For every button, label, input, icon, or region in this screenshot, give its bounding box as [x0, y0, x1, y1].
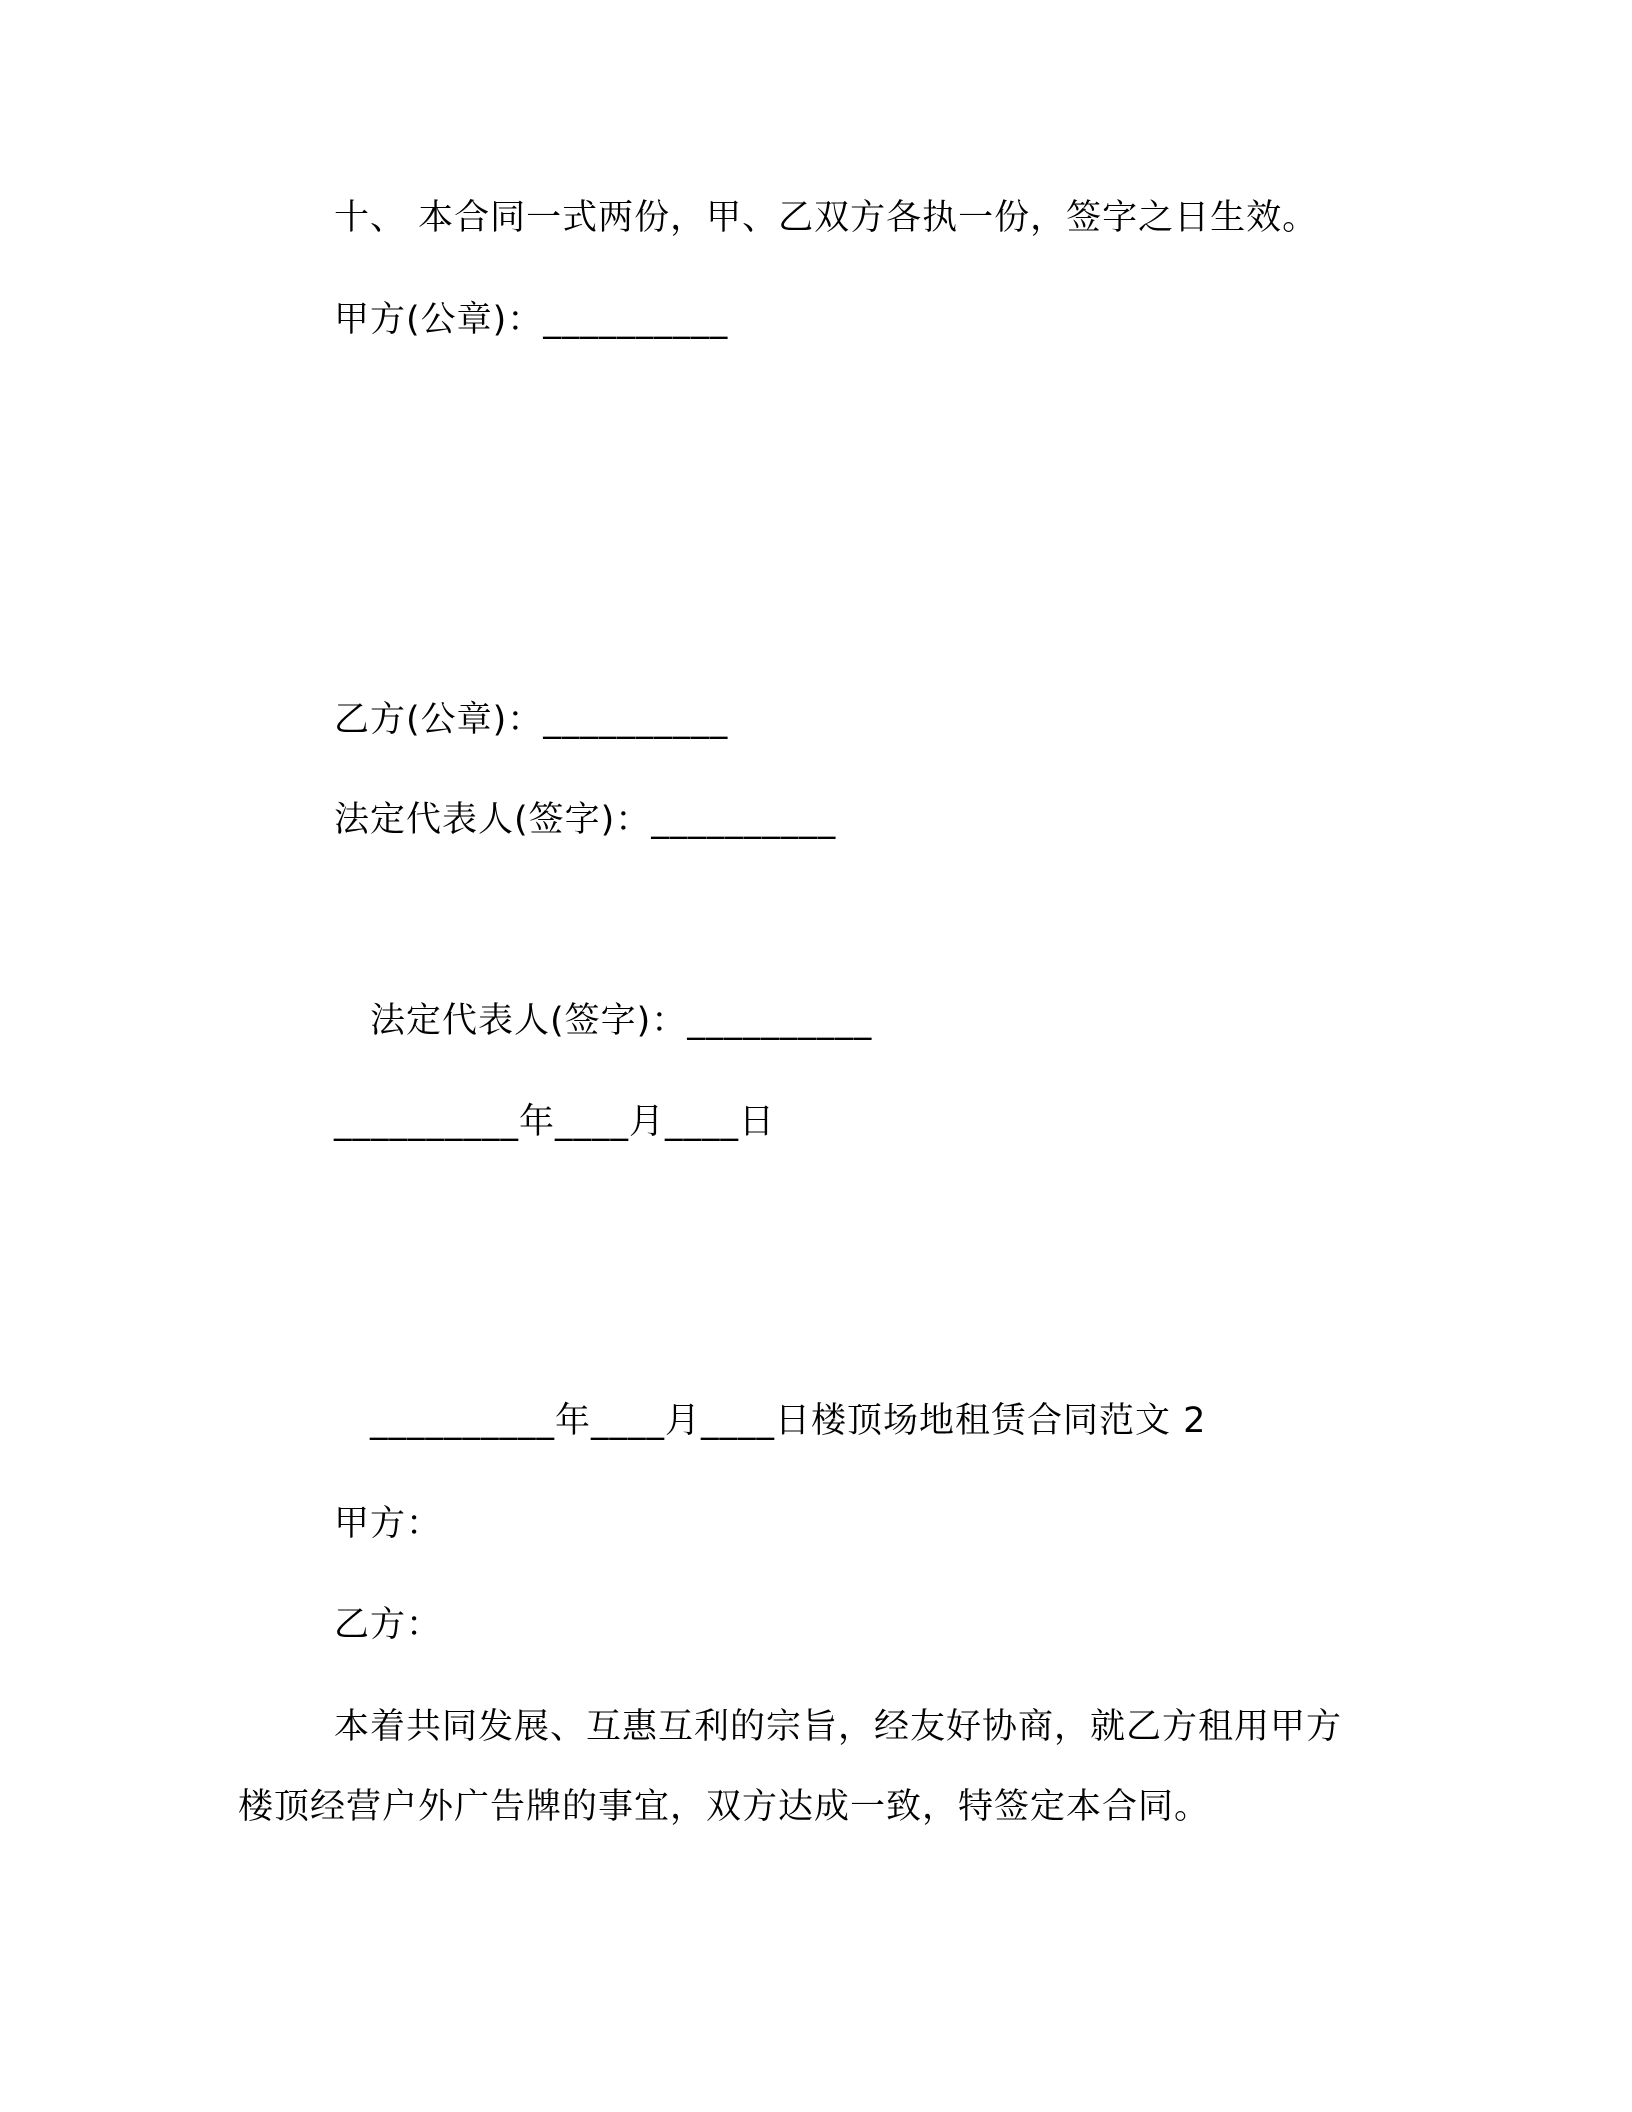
party-a-label: 甲方：	[334, 1504, 443, 1544]
clause-ten: 十、 本合同一式两份，甲、乙双方各执一份，签字之日生效。	[334, 198, 1319, 238]
preamble-line-2: 楼顶经营户外广告牌的事宜，双方达成一致，特签定本合同。	[238, 1787, 1211, 1827]
legal-rep-line-1: 法定代表人(签字)：__________	[334, 800, 837, 840]
preamble-line-1: 本着共同发展、互惠互利的宗旨，经友好协商，就乙方租用甲方	[334, 1707, 1343, 1747]
party-b-seal-line: 乙方(公章)：__________	[334, 700, 729, 740]
legal-rep-line-2: 法定代表人(签字)：__________	[370, 1001, 873, 1041]
party-a-seal-line: 甲方(公章)：__________	[334, 300, 729, 340]
party-b-label: 乙方：	[334, 1605, 443, 1645]
date-line: __________年____月____日	[334, 1102, 776, 1142]
contract-title: __________年____月____日楼顶场地租赁合同范文 2	[370, 1401, 1207, 1441]
